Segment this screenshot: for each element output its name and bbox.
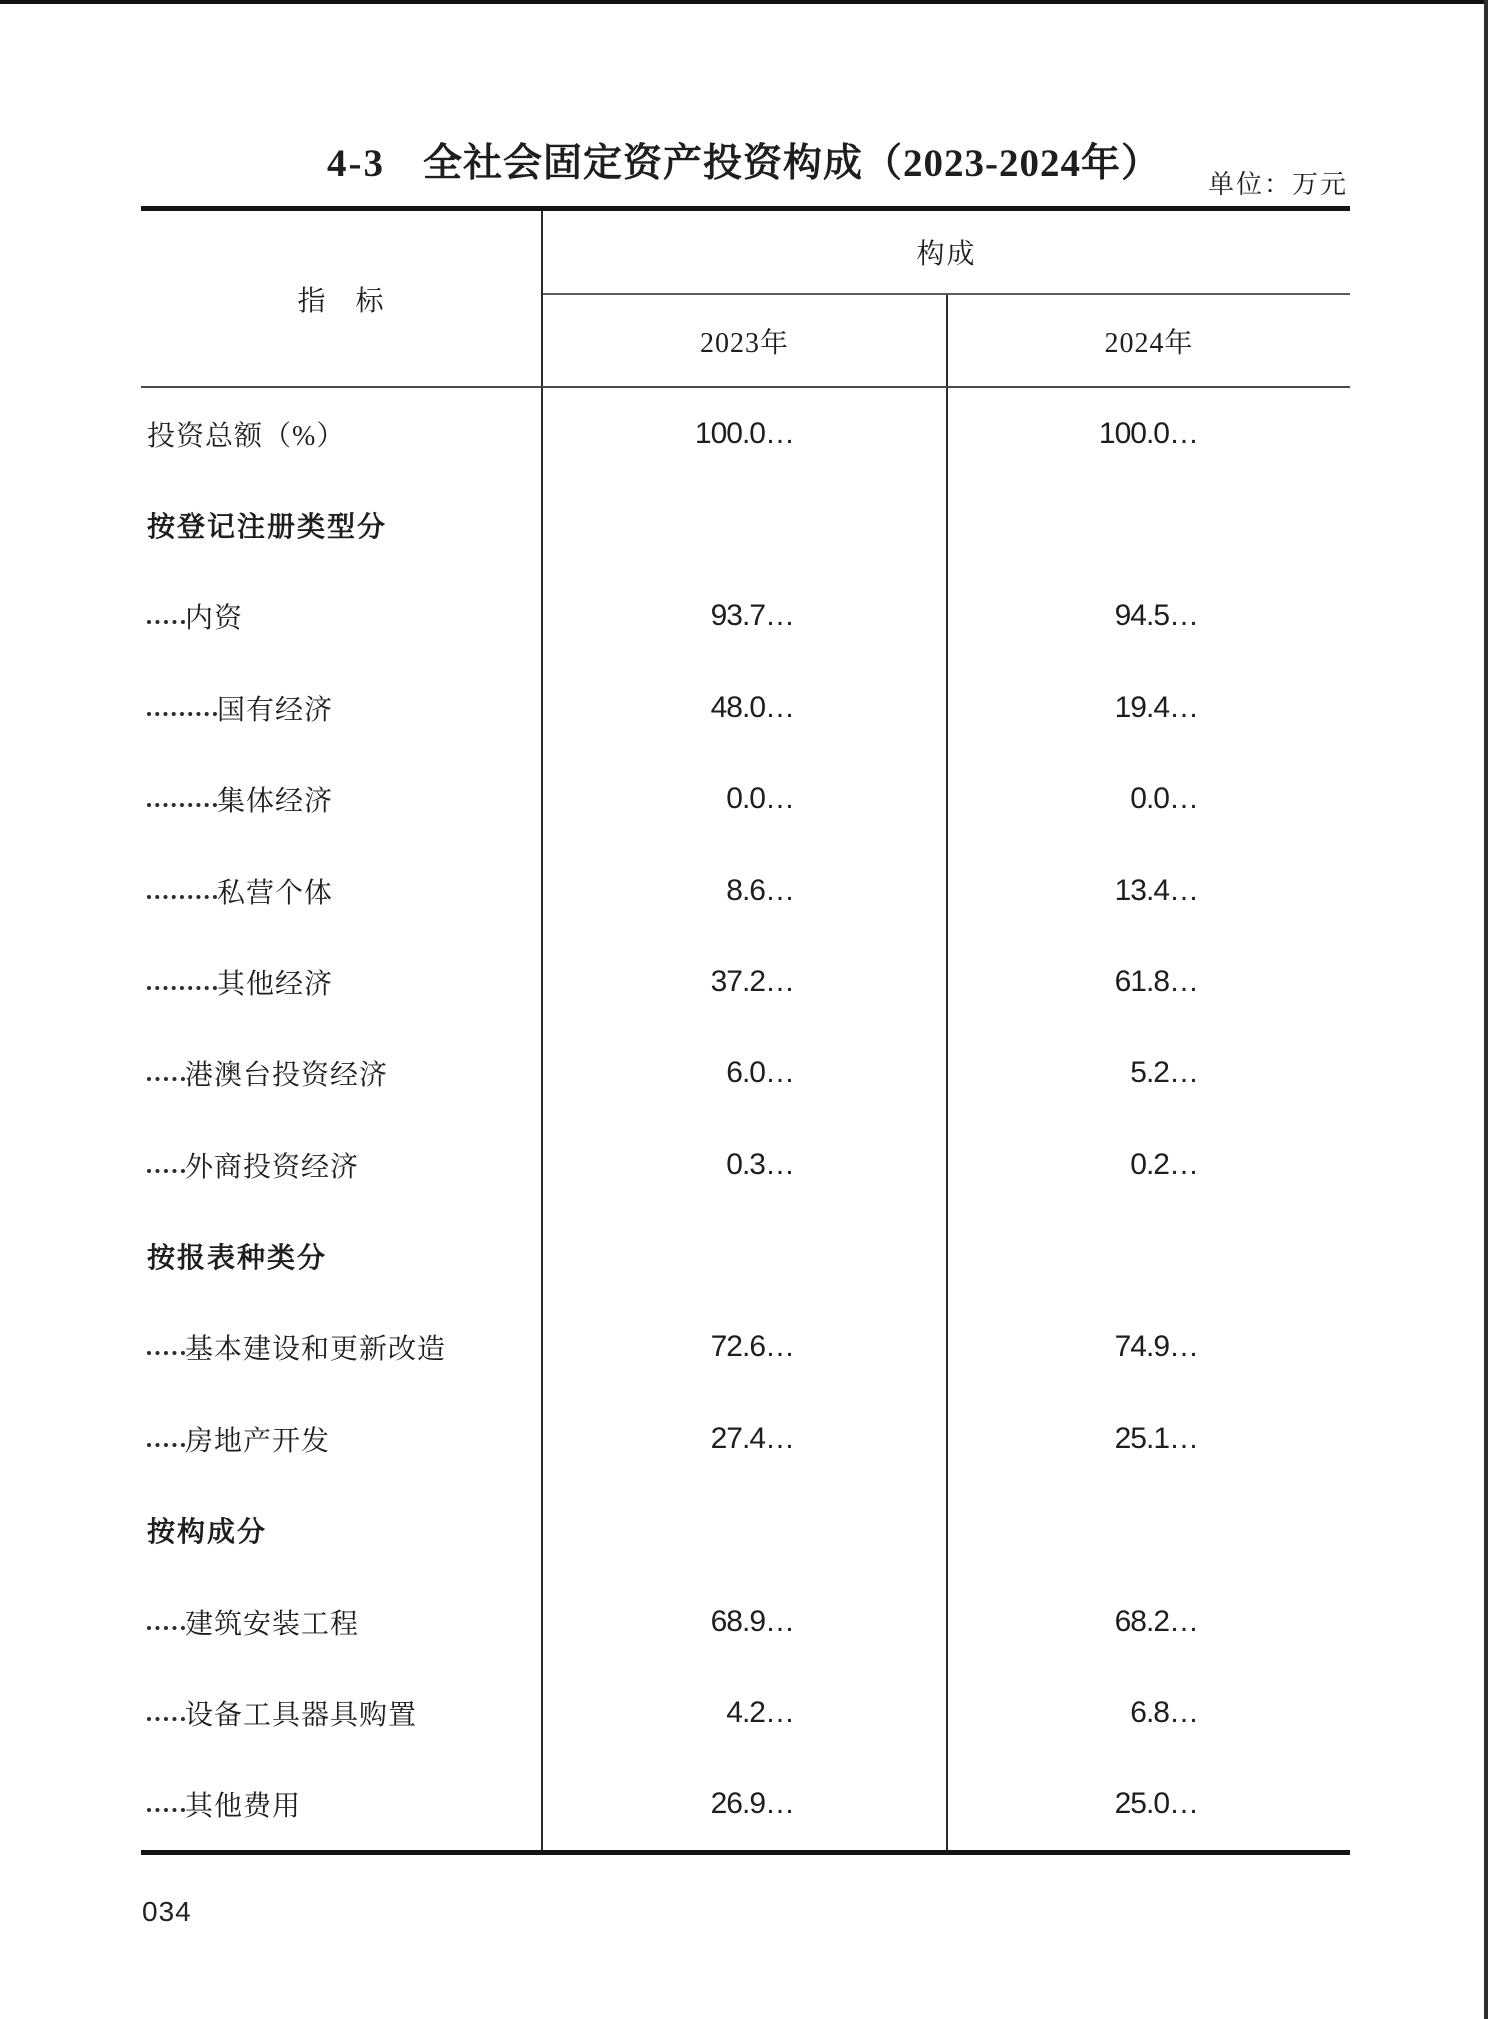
value-2023	[543, 1210, 948, 1301]
leader-dots	[147, 986, 217, 990]
table-body	[141, 388, 1350, 1850]
value-2024: 25.0…	[1114, 1787, 1198, 1821]
value-2023: 48.0…	[543, 662, 948, 753]
leader-dots	[147, 1808, 185, 1812]
value-2023: 0.3…	[543, 1119, 948, 1210]
value-2024: 13.4…	[1114, 873, 1198, 907]
header-indicator: 指 标	[141, 211, 543, 386]
row-label: 建筑安装工程	[141, 1576, 543, 1667]
value-2024: 100.0…	[1098, 416, 1198, 450]
header-composition-group	[543, 211, 1350, 386]
value-2024	[948, 1485, 1350, 1576]
header-year-2023: 2023年	[543, 295, 948, 386]
table-row	[141, 1302, 1350, 1393]
value-2023	[543, 1485, 948, 1576]
leader-dots	[147, 712, 217, 716]
value-2023: 0.0…	[543, 754, 948, 845]
table-header	[141, 211, 1350, 388]
row-label: 外商投资经济	[141, 1119, 543, 1210]
table-row	[141, 936, 1350, 1027]
row-label: 其他费用	[141, 1759, 543, 1850]
row-label: 其他经济	[141, 936, 543, 1027]
table-title-text: 全社会固定资产投资构成（2023-2024年）	[423, 142, 1161, 185]
leader-dots	[147, 1717, 185, 1721]
value-2023: 93.7…	[543, 571, 948, 662]
table-row	[141, 1485, 1350, 1576]
unit-label: 单位：万元	[1207, 170, 1348, 199]
value-2024: 0.0…	[1130, 782, 1198, 816]
value-2023: 37.2…	[543, 936, 948, 1027]
value-2024: 94.5…	[1114, 599, 1198, 633]
value-2024: 68.2…	[1114, 1604, 1198, 1638]
value-2024: 5.2…	[1130, 1056, 1198, 1090]
table-row	[141, 1667, 1350, 1758]
row-label: 设备工具器具购置	[141, 1667, 543, 1758]
table-number: 4-3	[327, 142, 385, 185]
value-2024	[948, 1210, 1350, 1301]
value-2024: 6.8…	[1130, 1695, 1198, 1729]
table-row	[141, 388, 1350, 479]
page-number: 034	[142, 1896, 192, 1927]
value-2023	[543, 479, 948, 570]
table-row	[141, 1210, 1350, 1301]
table-row	[141, 754, 1350, 845]
row-label: 基本建设和更新改造	[141, 1302, 543, 1393]
value-2023: 8.6…	[543, 845, 948, 936]
row-label: 按登记注册类型分	[141, 479, 543, 570]
value-2023: 72.6…	[543, 1302, 948, 1393]
value-2024: 25.1…	[1114, 1421, 1198, 1455]
row-label: 按报表种类分	[141, 1210, 543, 1301]
leader-dots	[147, 1626, 185, 1630]
leader-dots	[147, 1169, 185, 1173]
table-row	[141, 1576, 1350, 1667]
scan-border-top	[0, 0, 1488, 4]
value-2024: 74.9…	[1114, 1330, 1198, 1364]
value-2024: 19.4…	[1114, 690, 1198, 724]
value-2024: 61.8…	[1114, 964, 1198, 998]
value-2023: 68.9…	[543, 1576, 948, 1667]
row-label: 国有经济	[141, 662, 543, 753]
row-label: 投资总额（%）	[141, 388, 543, 479]
scan-border-right	[1484, 0, 1488, 2019]
row-label: 按构成分	[141, 1485, 543, 1576]
leader-dots	[147, 895, 217, 899]
row-label: 集体经济	[141, 754, 543, 845]
table-row	[141, 845, 1350, 936]
row-label: 私营个体	[141, 845, 543, 936]
header-year-2024: 2024年	[1104, 327, 1194, 359]
value-2024: 0.2…	[1130, 1147, 1198, 1181]
table-row	[141, 571, 1350, 662]
leader-dots	[147, 1351, 185, 1355]
stats-table	[141, 206, 1350, 1855]
table-row	[141, 1119, 1350, 1210]
table-row	[141, 1759, 1350, 1850]
leader-dots	[147, 1077, 185, 1081]
row-label: 港澳台投资经济	[141, 1028, 543, 1119]
value-2023: 26.9…	[543, 1759, 948, 1850]
row-label: 房地产开发	[141, 1393, 543, 1484]
value-2023: 6.0…	[543, 1028, 948, 1119]
header-year-row	[543, 295, 1350, 386]
header-group-label: 构成	[543, 211, 1350, 295]
row-label: 内资	[141, 571, 543, 662]
value-2023: 4.2…	[543, 1667, 948, 1758]
leader-dots	[147, 1443, 185, 1447]
table-row	[141, 1393, 1350, 1484]
table-row	[141, 1028, 1350, 1119]
value-2024	[948, 479, 1350, 570]
table-row	[141, 479, 1350, 570]
value-2023: 27.4…	[543, 1393, 948, 1484]
leader-dots	[147, 803, 217, 807]
leader-dots	[147, 620, 185, 624]
table-row	[141, 662, 1350, 753]
value-2023: 100.0…	[543, 388, 948, 479]
